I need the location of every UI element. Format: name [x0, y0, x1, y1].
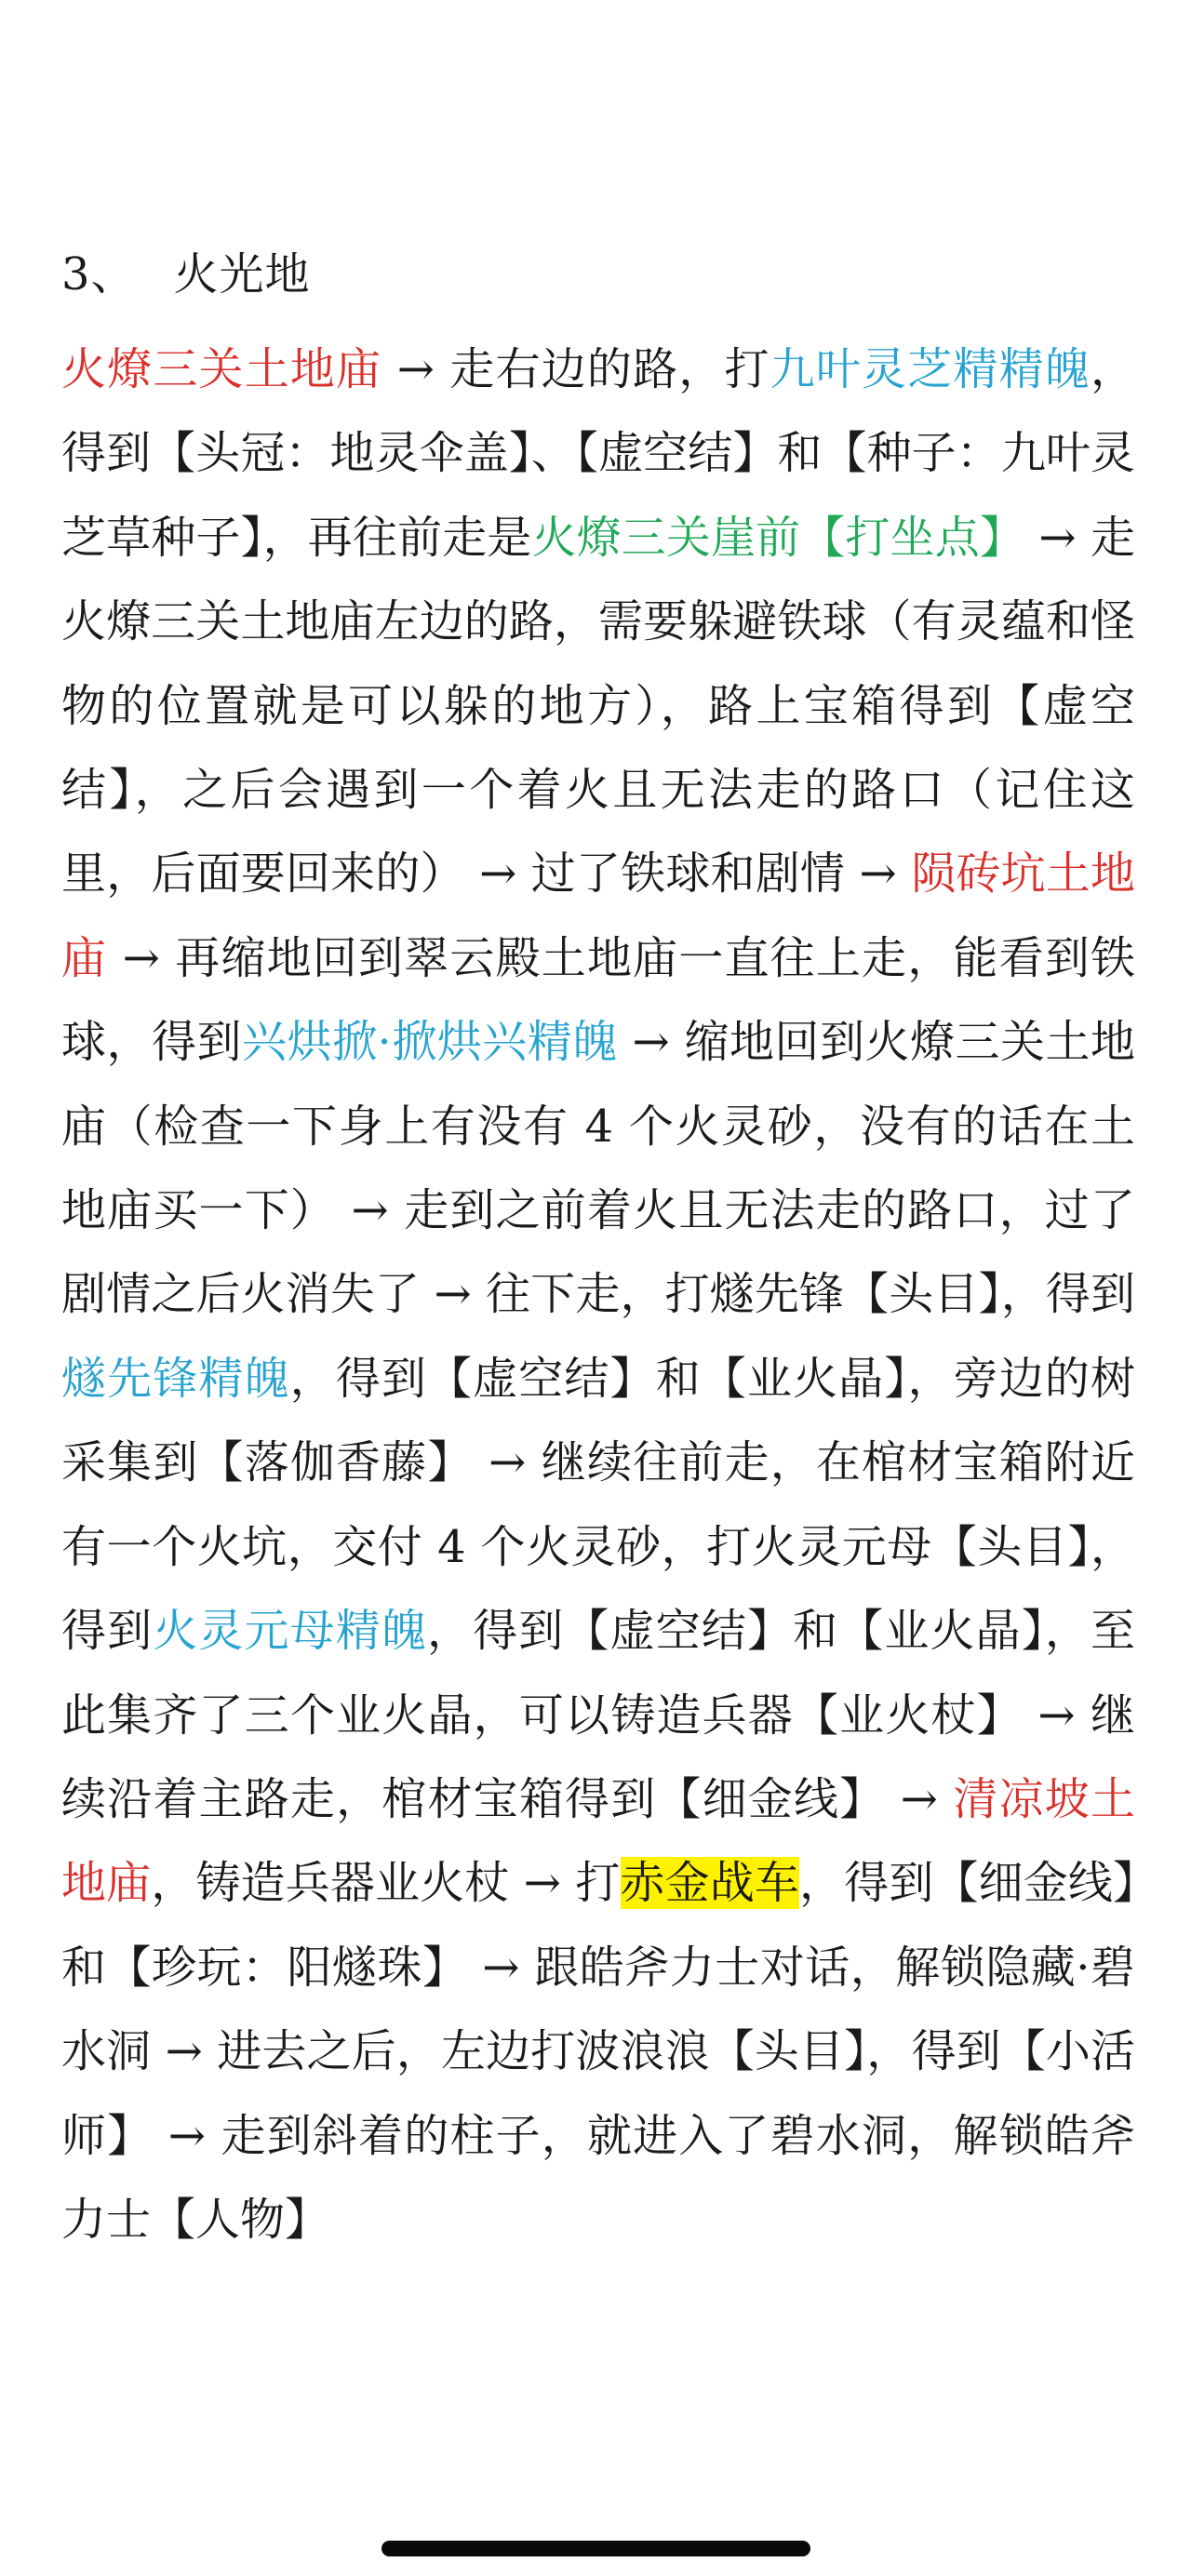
- text-segment: → 再缩地回到翠云殿土地庙一直往上走，能看到铁球，得到: [61, 931, 1135, 1069]
- text-segment: → 缩地回到火燎三关土地庙（检查一下身上有没有 4 个火灵砂，没有的话在土地庙买一下） → 走到之前着火且无法走的路口，过了剧情之后火消失了 → 往下走，打燧先锋【头目】，得到: [61, 1016, 1135, 1321]
- text-segment: → 走火燎三关土地庙左边的路，需要躲避铁球（有灵蕴和怪物的位置就是可以躲的地方），路上宝箱得到【虚空结】，之后会遇到一个着火且无法走的路口（记住这里，后面要回来的） → 过了铁球和剧情 →: [61, 511, 1135, 901]
- text-segment: ，得到【头冠：地灵伞盖】、【虚空结】和【种子：九叶灵芝草种子】，再往前走是: [61, 343, 1135, 564]
- section-title: 火光地: [173, 248, 311, 300]
- text-segment: 清凉坡土地庙: [61, 1772, 1135, 1910]
- text-segment: → 走右边的路，打: [381, 343, 770, 395]
- text-segment: 火燎三关土地庙: [61, 343, 382, 395]
- section-heading: [61, 244, 311, 305]
- text-segment: 火灵元母精魄: [153, 1605, 428, 1658]
- guide-paragraph: [61, 327, 1135, 2262]
- home-indicator[interactable]: [381, 2541, 810, 2556]
- highlighted-boss-name: 赤金战车: [620, 1857, 800, 1910]
- text-segment: ，得到【虚空结】和【业火晶】，旁边的树采集到【落伽香藤】 → 继续往前走，在棺材宝箱附近有一个火坑，交付 4 个火灵砂，打火灵元母【头目】，得到: [61, 1352, 1135, 1658]
- text-segment: 陨砖坑土地庙: [61, 848, 1135, 984]
- text-segment: 兴烘掀·掀烘兴精魄: [242, 1016, 618, 1069]
- text-segment: ，铸造兵器业火杖 → 打: [151, 1857, 621, 1910]
- text-segment: ，得到【细金线】和【珍玩：阳燧珠】 → 跟皓斧力士对话，解锁隐藏·碧水洞 → 进去之后，左边打波浪浪【头目】，得到【小活师】 → 走到斜着的柱子，就进入了碧水洞，解锁皓斧力士【人物】: [61, 1857, 1135, 2246]
- section-number: 3、: [61, 248, 137, 300]
- text-segment: ，得到【虚空结】和【业火晶】，至此集齐了三个业火晶，可以铸造兵器【业火杖】 → 继续沿着主路走，棺材宝箱得到【细金线】 →: [61, 1605, 1135, 1825]
- text-segment: 九叶灵芝精精魄: [769, 343, 1091, 395]
- text-segment: 火燎三关崖前【打坐点】: [531, 511, 1024, 564]
- text-segment: 燧先锋精魄: [61, 1352, 290, 1405]
